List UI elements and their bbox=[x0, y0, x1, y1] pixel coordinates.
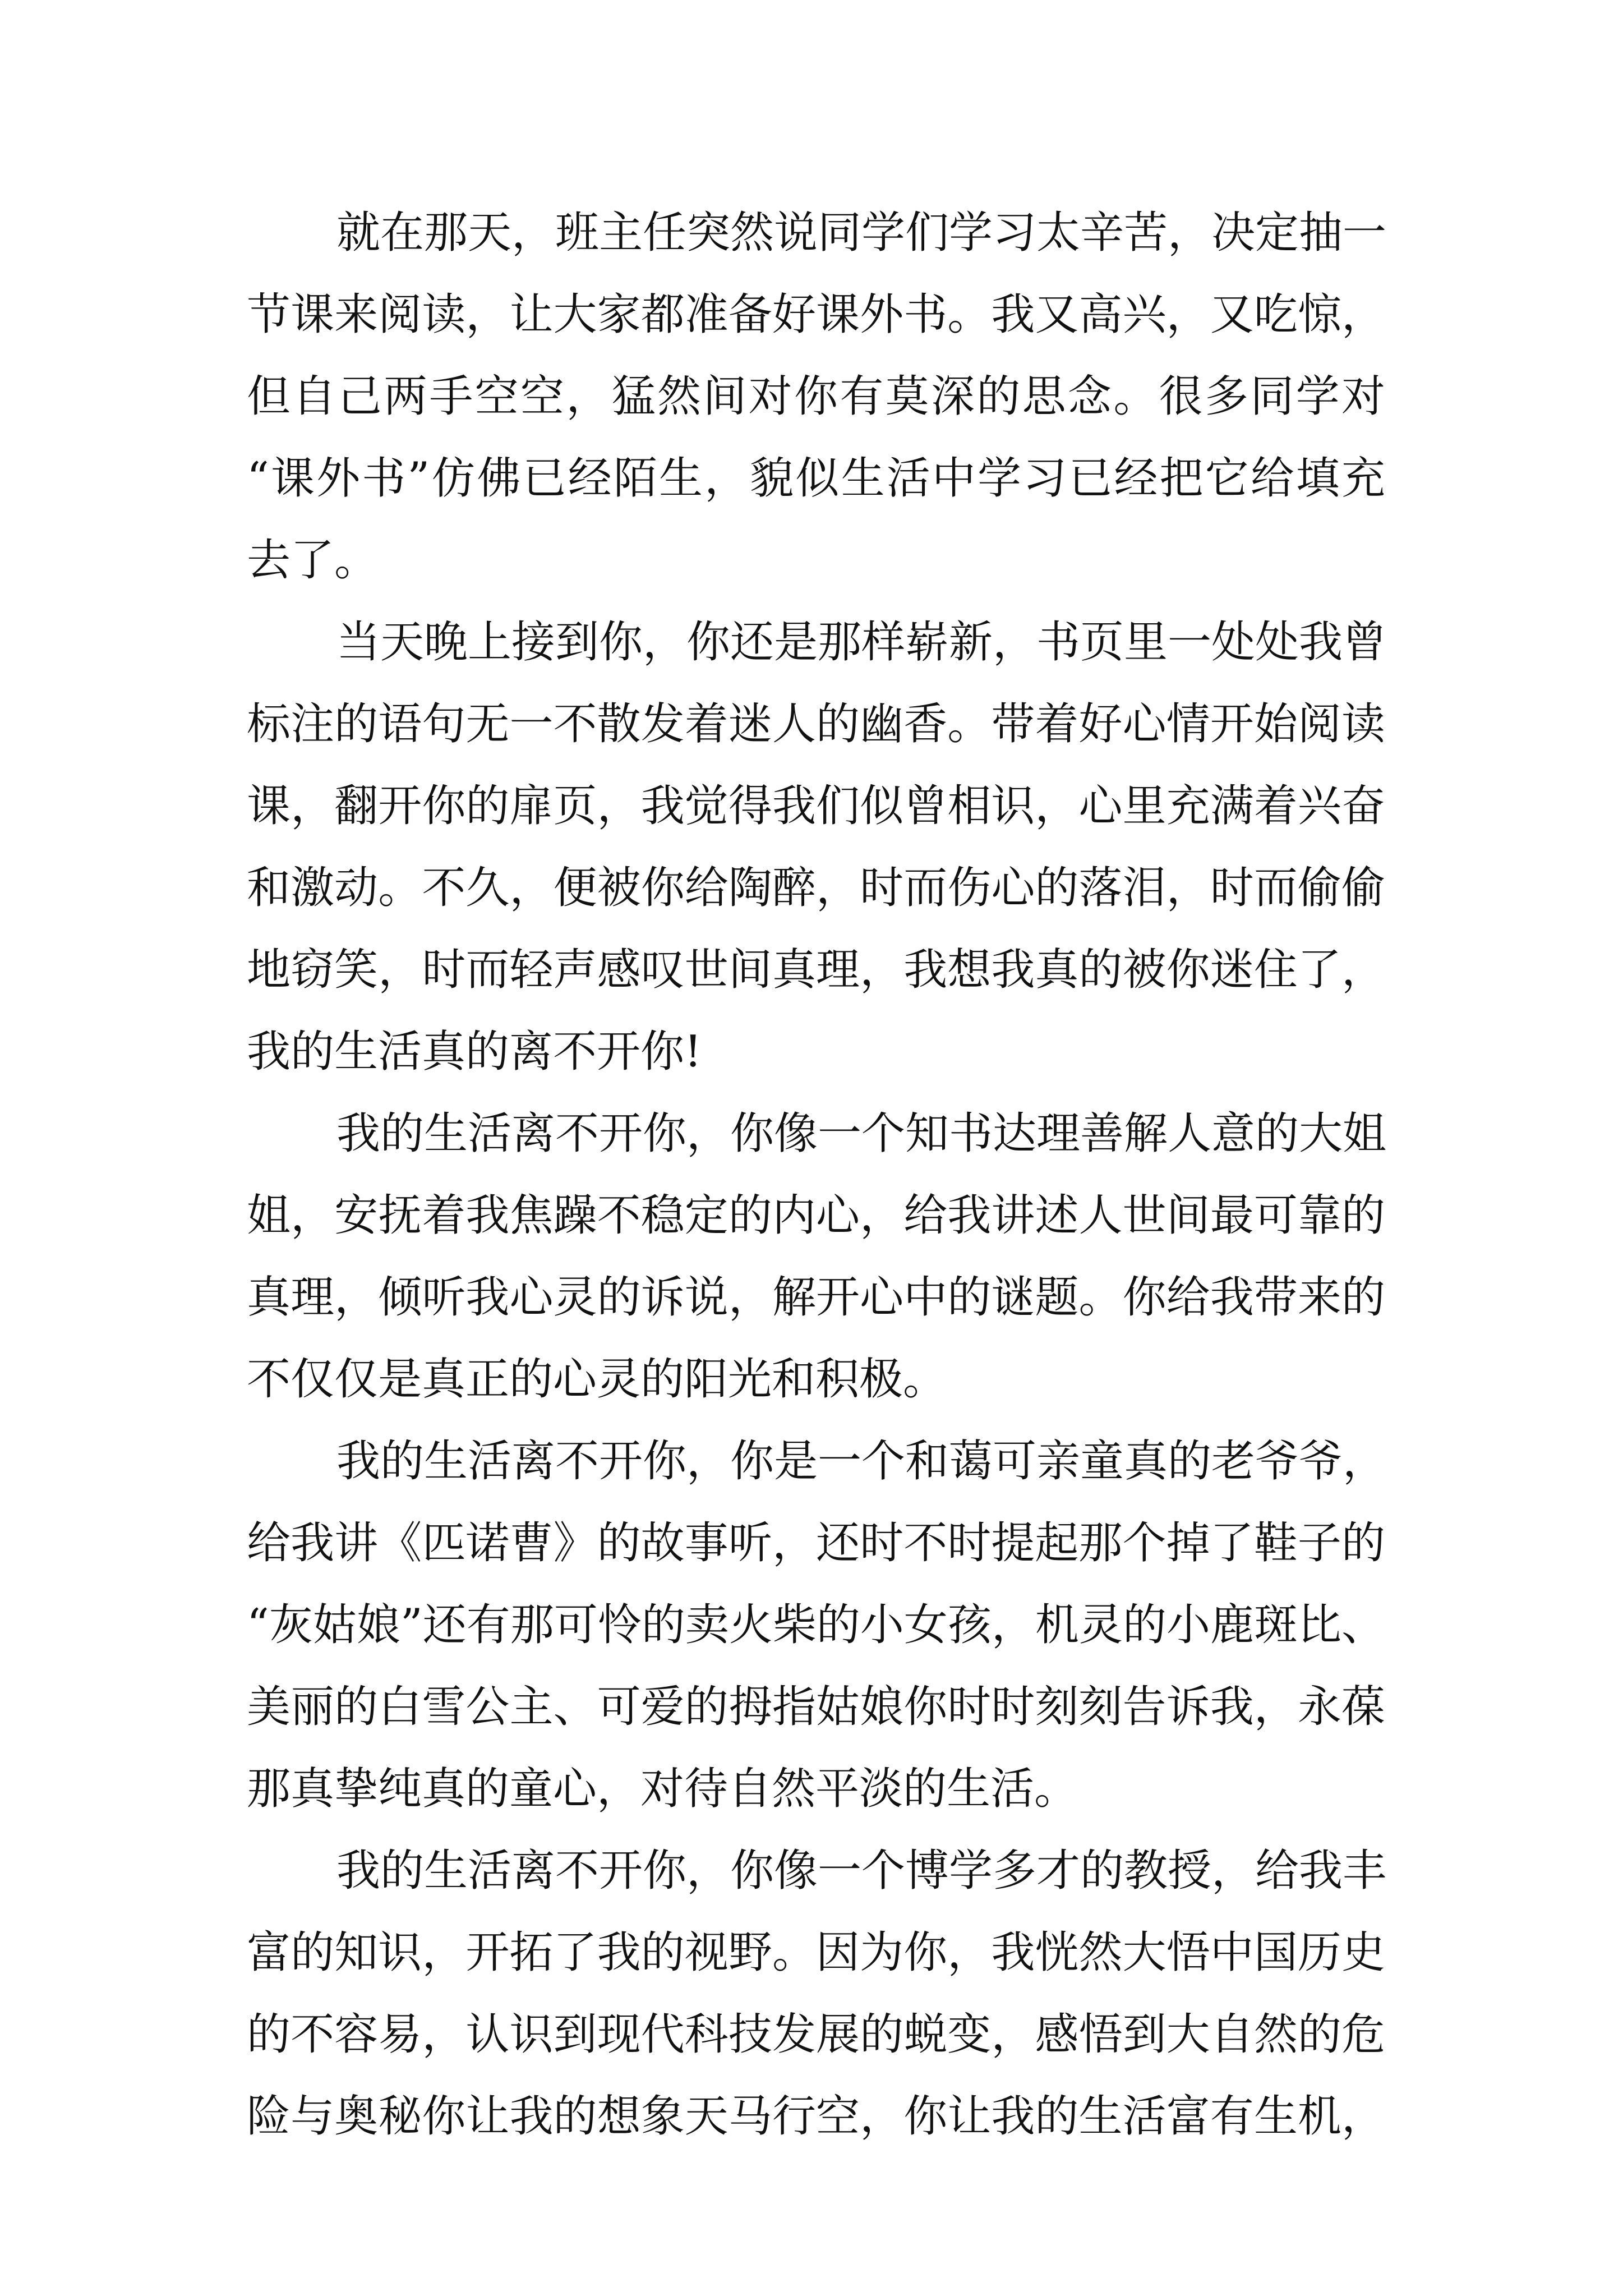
text-line: 当天晚上接到你，你还是那样崭新，书页里一处处我曾 bbox=[336, 617, 1387, 668]
text-line: 和激动。不久，便被你给陶醉，时而伤心的落泪，时而偷偷 bbox=[247, 863, 1385, 913]
text-line: 但自己两手空空，猛然间对你有莫深的思念。很多同学对 bbox=[247, 371, 1385, 422]
text-line: 我的生活真的离不开你! bbox=[247, 1027, 702, 1077]
document-body bbox=[247, 192, 1385, 2157]
text-line: 富的知识，开拓了我的视野。因为你，我恍然大悟中国历史 bbox=[247, 1927, 1385, 1978]
text-line: 那真挚纯真的童心，对待自然平淡的生活。 bbox=[247, 1764, 1078, 1814]
text-line: 给我讲《匹诺曹》的故事听，还时不时提起那个掉了鞋子的 bbox=[247, 1518, 1385, 1568]
text-line: 我的生活离不开你，你像一个知书达理善解人意的大姐 bbox=[336, 1108, 1387, 1159]
text-line: 标注的语句无一不散发着迷人的幽香。带着好心情开始阅读 bbox=[247, 699, 1385, 749]
text-line: 节课来阅读，让大家都准备好课外书。我又高兴，又吃惊， bbox=[247, 289, 1385, 340]
text-line: 我的生活离不开你，你是一个和蔼可亲童真的老爷爷， bbox=[336, 1436, 1387, 1487]
text-line: 课，翻开你的扉页，我觉得我们似曾相识，心里充满着兴奋 bbox=[247, 781, 1385, 831]
text-line: 的不容易，认识到现代科技发展的蜕变，感悟到大自然的危 bbox=[247, 2009, 1385, 2060]
text-line: “灰姑娘”还有那可怜的卖火柴的小女孩，机灵的小鹿斑比、 bbox=[247, 1600, 1385, 1650]
text-line: 去了。 bbox=[247, 535, 379, 586]
text-line: 不仅仅是真正的心灵的阳光和积极。 bbox=[247, 1354, 947, 1405]
text-line: 美丽的白雪公主、可爱的拇指姑娘你时时刻刻告诉我，永葆 bbox=[247, 1682, 1385, 1732]
text-line: 我的生活离不开你，你像一个博学多才的教授，给我丰 bbox=[336, 1846, 1387, 1896]
text-line: 就在那天，班主任突然说同学们学习太辛苦，决定抽一 bbox=[336, 208, 1387, 258]
text-line: 姐，安抚着我焦躁不稳定的内心，给我讲述人世间最可靠的 bbox=[247, 1190, 1385, 1241]
text-line: 真理，倾听我心灵的诉说，解开心中的谜题。你给我带来的 bbox=[247, 1272, 1385, 1323]
text-line: “课外书”仿佛已经陌生，貌似生活中学习已经把它给填充 bbox=[247, 453, 1385, 504]
text-line: 险与奥秘你让我的想象天马行空，你让我的生活富有生机， bbox=[247, 2091, 1385, 2142]
text-line: 地窃笑，时而轻声感叹世间真理，我想我真的被你迷住了， bbox=[247, 945, 1385, 995]
